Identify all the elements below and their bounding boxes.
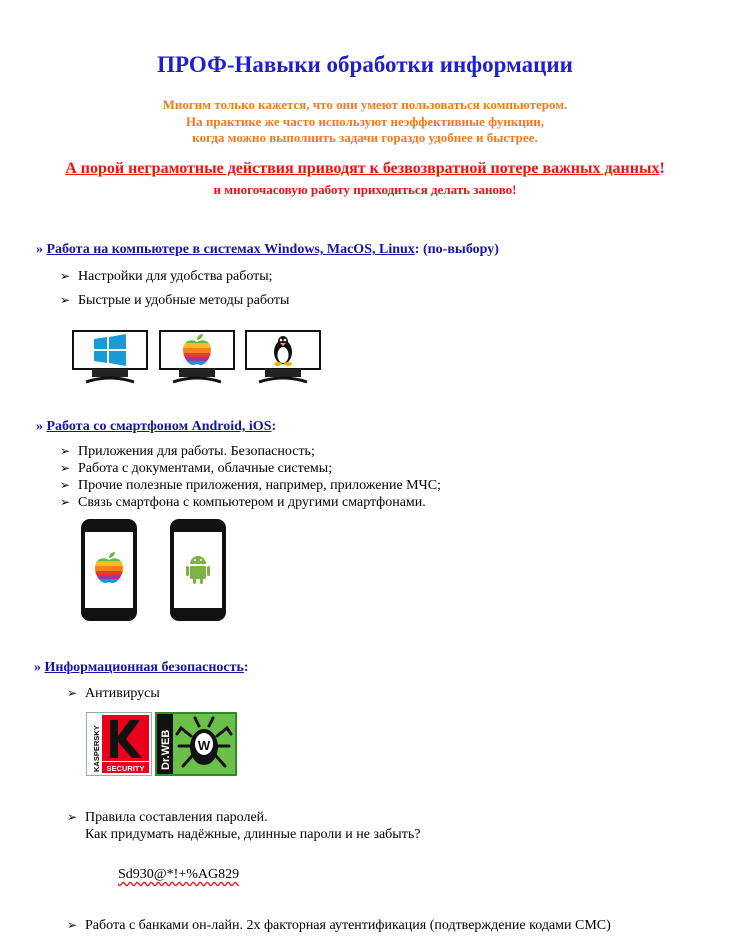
password-example-text: Sd930@*!+%AG829 [118,867,240,882]
bullet-arrow-icon: ➢ [60,478,71,492]
password-example [118,867,239,883]
linux-monitor-icon [245,330,321,384]
section-suffix: : (по-выбору) [414,242,499,257]
bullet-arrow-icon: ➢ [67,686,78,700]
bullet-arrow-icon: ➢ [60,269,71,283]
list-item [60,444,315,460]
list-item-text: Антивирусы [85,686,160,701]
warning-line-2: и многочасовую работу приходиться делать заново! [213,182,517,197]
section-marker: » [36,419,47,434]
drweb-brand-text: Dr.WEB [160,729,172,770]
kaspersky-sub-text: SECURITY [106,764,145,773]
list-item-text: Связь смартфона с компьютером и другими смартфонами. [78,495,426,510]
warning-line-1 [0,160,730,178]
intro-line-1: Многим только кажется, что они умеют пользоваться компьютером. [162,97,568,112]
windows-monitor-icon [72,330,148,384]
page-title: ПРОФ-Навыки обработки информации [157,52,573,77]
kaspersky-logo [86,712,152,776]
list-item-continuation: Как придумать надёжные, длинные пароли и не забыть? [85,827,421,842]
section-suffix: : [271,419,277,434]
list-item [67,918,611,934]
warning-exclamation: ! [659,160,665,177]
android-phone-icon [169,518,227,622]
list-item [60,269,273,285]
list-item [60,293,289,309]
list-item-text: Приложения для работы. Безопасность; [78,444,315,459]
list-item-text: Быстрые и удобные методы работы [78,293,290,308]
list-item-text: Правила составления паролей. [85,810,268,825]
bullet-arrow-icon: ➢ [60,293,71,307]
bullet-arrow-icon: ➢ [67,810,78,824]
list-item [60,478,441,494]
list-item-text: Работа с документами, облачные системы; [78,461,333,476]
list-item-text: Работа с банками он-лайн. 2х факторная аутентификация (подтверждение кодами СМС) [85,918,611,933]
list-item [60,461,332,477]
bullet-arrow-icon: ➢ [60,444,71,458]
kaspersky-brand-text: KASPERSKY [92,725,101,772]
iphone-icon [80,518,138,622]
intro-line-3: когда можно выполнить задачи гораздо удобнее и быстрее. [192,130,538,145]
section-marker: » [36,242,47,257]
section-smartphone-link[interactable]: Работа со смартфоном Android, iOS [46,419,272,434]
section-marker: » [34,660,45,675]
section-security-heading [34,660,249,676]
section-security-link[interactable]: Информационная безопасность [44,660,244,675]
bullet-arrow-icon: ➢ [67,918,78,932]
warning-underlined-text: А порой неграмотные действия приводят к безвозвратной потере важных данных [65,160,660,177]
section-suffix: : [243,660,249,675]
section-computer-link[interactable]: Работа на компьютере в системах Windows, MacOS, Linux [46,242,415,257]
list-item [60,495,426,511]
list-item-text: Настройки для удобства работы; [78,269,273,284]
drweb-logo [155,712,237,776]
intro-line-2: На практике же часто используют неэффективные функции, [185,114,545,129]
bullet-arrow-icon: ➢ [60,461,71,475]
svg-text:W: W [197,738,211,753]
list-item-text: Прочие полезные приложения, например, приложение МЧС; [78,478,441,493]
apple-monitor-icon [159,330,235,384]
bullet-arrow-icon: ➢ [60,495,71,509]
section-smartphone-heading [36,419,276,435]
list-item [67,810,268,826]
section-computer-heading [36,242,499,258]
list-item [67,686,160,702]
